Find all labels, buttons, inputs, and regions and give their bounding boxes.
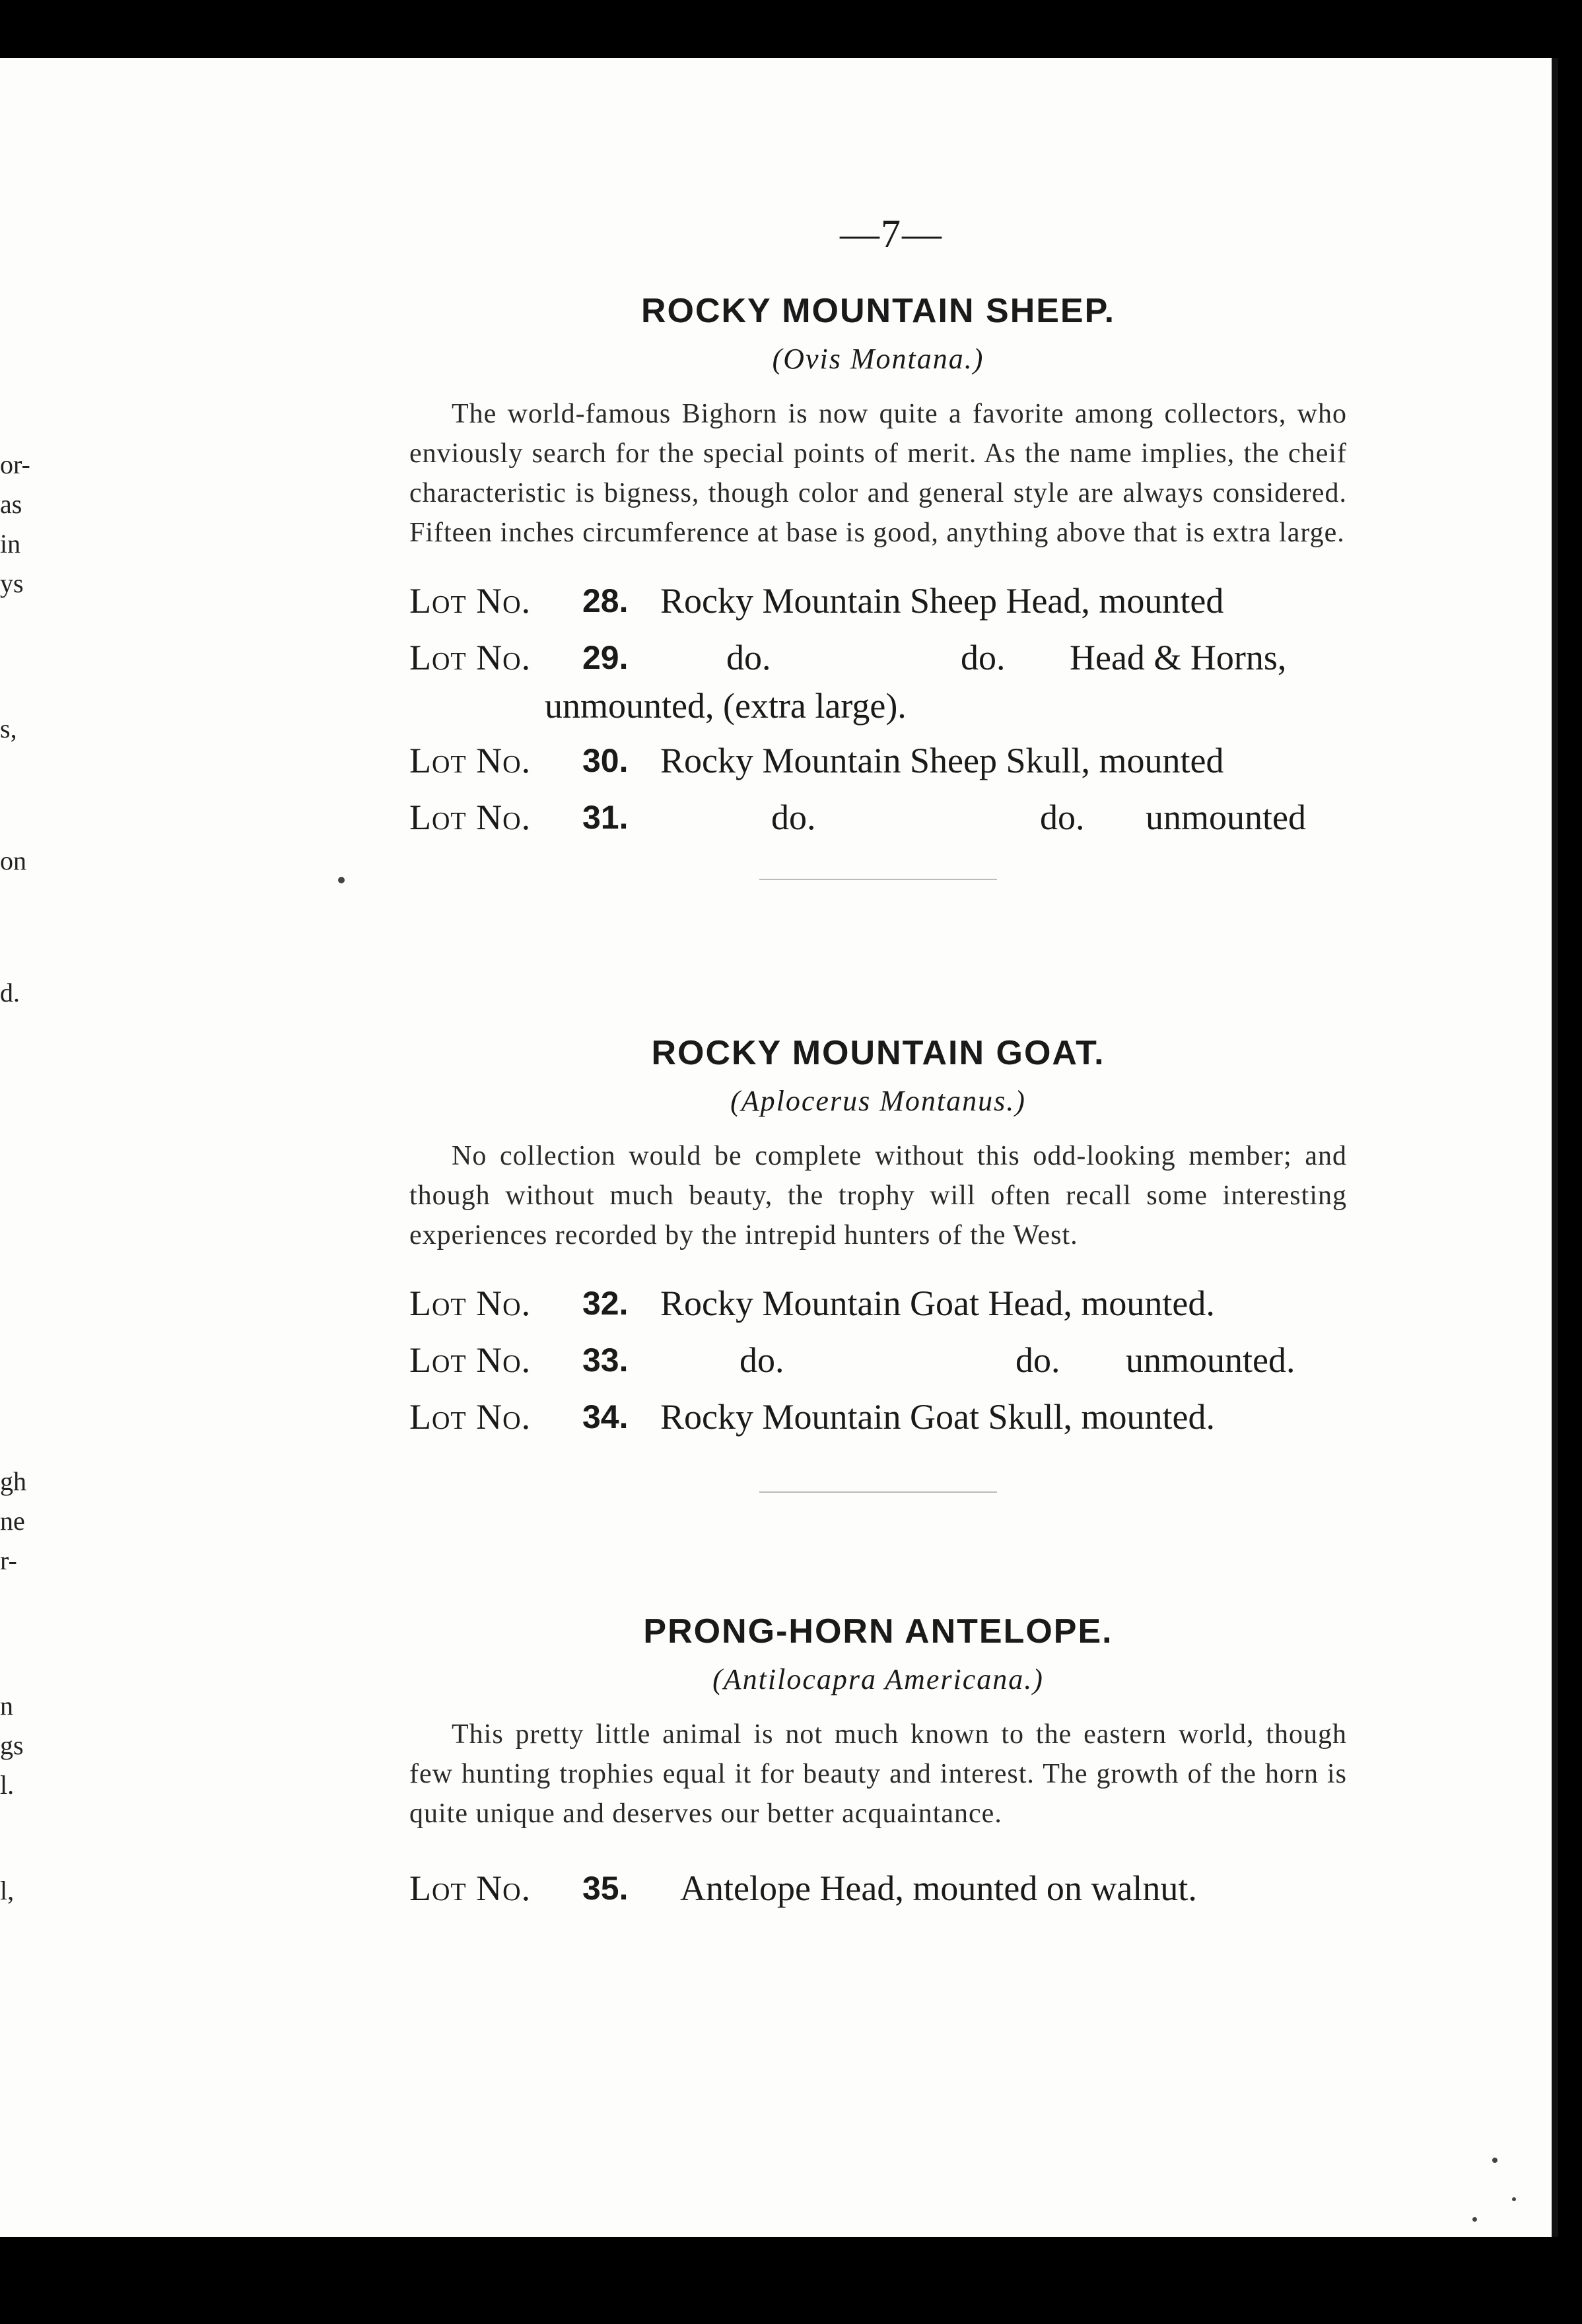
section-prong-horn-antelope: [409, 1611, 1347, 1917]
lot-ditto: do.: [1040, 798, 1085, 838]
lot-label: Lot No.: [409, 798, 532, 838]
page-number: —7—: [840, 212, 943, 256]
lot-continuation: [409, 686, 1347, 732]
margin-fragment: ne: [0, 1506, 25, 1536]
lot-description: Antelope Head, mounted on walnut.: [680, 1868, 1197, 1909]
lot-ditto: do.: [961, 638, 1006, 678]
lot-description: Head & Horns,: [1070, 638, 1287, 678]
lot-entry: [409, 1388, 1347, 1445]
lot-number: 28.: [582, 582, 629, 620]
latin-name: (Aplocerus Montanus.): [730, 1085, 1026, 1118]
lot-entry: [409, 789, 1347, 846]
lot-entry: [409, 1275, 1347, 1332]
scan-speck: [338, 877, 345, 883]
margin-fragment: ys: [0, 568, 24, 598]
lot-number: 35.: [582, 1870, 629, 1907]
lot-number: 34.: [582, 1398, 629, 1436]
margin-fragment: gh: [0, 1466, 26, 1496]
scan-speck: [1512, 2197, 1516, 2201]
lot-description: unmounted, (extra large).: [545, 686, 907, 726]
lot-list: [409, 1275, 1347, 1445]
lot-description: Rocky Mountain Sheep Skull, mounted: [660, 741, 1224, 781]
lot-label: Lot No.: [409, 581, 532, 621]
margin-fragment: n: [0, 1691, 13, 1721]
section-description: This pretty little animal is not much known to the eastern world, though few hunting trophies equal it for beauty and interest. The growth of the horn is quite unique and deserves our better acquaintance.: [409, 1719, 1347, 1829]
lot-label: Lot No.: [409, 1283, 532, 1324]
lot-list: [409, 572, 1347, 846]
lot-ditto: do.: [771, 798, 816, 838]
lot-description: unmounted.: [1126, 1340, 1295, 1381]
lot-list: [409, 1860, 1347, 1917]
lot-entry: [409, 572, 1347, 629]
margin-fragment: d.: [0, 978, 20, 1008]
section-rocky-mountain-sheep: [409, 290, 1347, 880]
lot-description: Rocky Mountain Sheep Head, mounted: [660, 581, 1224, 621]
lot-description: unmounted: [1146, 798, 1306, 838]
lot-entry: [409, 1332, 1347, 1388]
lot-label: Lot No.: [409, 741, 532, 781]
lot-label: Lot No.: [409, 1868, 532, 1909]
margin-fragment: gs: [0, 1730, 24, 1760]
lot-number: 29.: [582, 639, 629, 677]
section-divider: [759, 879, 997, 880]
section-divider: [759, 1491, 997, 1493]
margin-fragment: s,: [0, 714, 17, 743]
section-title: ROCKY MOUNTAIN GOAT.: [651, 1034, 1105, 1072]
section-description: The world-famous Bighorn is now quite a favorite among collectors, who enviously search for the special points of merit. As the name implies, the cheif characteristic is bigness, though color and general style are always considered. Fifteen inches circumference at base is good, anything above that is extra large.: [409, 399, 1347, 549]
lot-label: Lot No.: [409, 1397, 532, 1437]
margin-fragment: or-: [0, 450, 30, 479]
margin-fragment: l,: [0, 1876, 15, 1905]
margin-fragment: l.: [0, 1770, 15, 1800]
lot-ditto: do.: [1015, 1340, 1060, 1381]
lot-entry: [409, 629, 1347, 686]
lot-entry: [409, 732, 1347, 789]
section-title: ROCKY MOUNTAIN SHEEP.: [640, 292, 1116, 330]
lot-number: 30.: [582, 742, 629, 780]
scan-speck: [1472, 2217, 1477, 2222]
lot-description: Rocky Mountain Goat Head, mounted.: [660, 1283, 1215, 1324]
lot-ditto: do.: [739, 1340, 784, 1381]
scan-speck: [1492, 2158, 1497, 2163]
margin-fragment: on: [0, 846, 26, 875]
latin-name: (Ovis Montana.): [772, 343, 984, 376]
lot-description: Rocky Mountain Goat Skull, mounted.: [660, 1397, 1215, 1437]
lot-entry: [409, 1860, 1347, 1917]
margin-fragment: as: [0, 489, 22, 519]
lot-label: Lot No.: [409, 1340, 532, 1381]
lot-number: 32.: [582, 1285, 629, 1322]
section-rocky-mountain-goat: [409, 1033, 1347, 1493]
margin-fragment: in: [0, 529, 21, 559]
lot-number: 31.: [582, 799, 629, 837]
section-description: No collection would be complete without this odd-looking member; and though without much beauty, the trophy will often recall some interesting experiences recorded by the intrepid hunters of the West.: [409, 1141, 1347, 1251]
margin-fragment: r-: [0, 1546, 17, 1575]
lot-number: 33.: [582, 1342, 629, 1379]
document-page: [0, 58, 1558, 2237]
lot-ditto: do.: [726, 638, 771, 678]
latin-name: (Antilocapra Americana.): [712, 1663, 1044, 1696]
lot-label: Lot No.: [409, 638, 532, 678]
section-title: PRONG-HORN ANTELOPE.: [643, 1612, 1113, 1651]
